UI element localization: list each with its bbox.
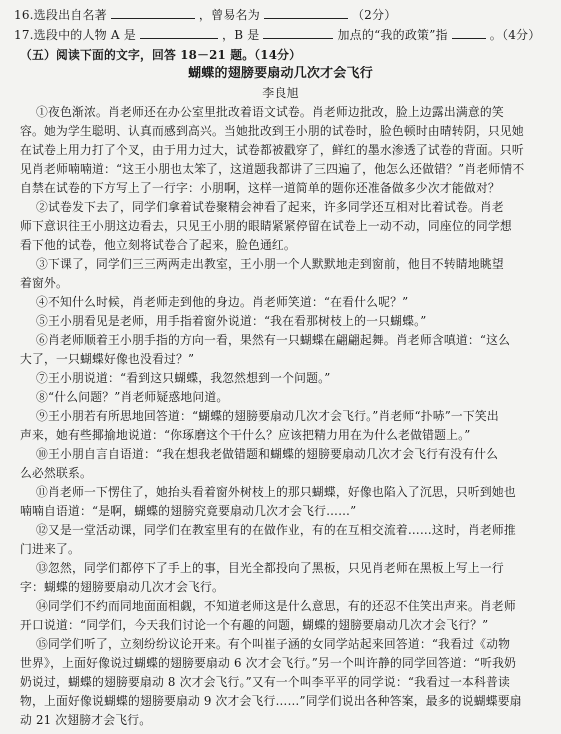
article-author: 李良旭 — [262, 86, 299, 100]
body-line: 动 21 次翅膀才会飞行。 — [20, 713, 152, 727]
body-line: ⑫又是一堂活动课，同学们在教室里有的在做作业，有的在互相交流着……这时，肖老师推 — [36, 523, 516, 537]
body-line: ②试卷发下去了，同学们拿着试卷聚精会神看了起来，许多同学还互相对比着试卷。肖老 — [36, 200, 504, 214]
body-line: 门进来了。 — [20, 542, 80, 556]
q17-prefix: 17.选段中的人物 A 是 — [14, 28, 136, 42]
section-heading: （五）阅读下面的文字，回答 18－21 题。（14分） — [20, 48, 302, 62]
q17-mid: ，B 是 — [222, 28, 260, 42]
article-title: 蝴蝶的翅膀要扇动几次才会飞行 — [188, 66, 373, 81]
body-line: ⑮同学们听了，立刻纷纷议论开来。有个叫崔子涵的女同学站起来回答道：“我看过《动物 — [36, 637, 511, 651]
body-line: ⑨王小朋若有所思地回答道：“蝴蝶的翅膀要扇动几次才会飞行。”肖老师“扑哧”一下笑出 — [36, 409, 499, 423]
q16-score: （2分） — [351, 8, 397, 22]
body-line: ⑩王小朋自言自语道：“我在想我老做错题和蝴蝶的翅膀要扇动几次才会飞行有没有什么 — [36, 447, 499, 461]
body-line: ⑪肖老师一下愣住了，她抬头看着窗外树枝上的那只蝴蝶，好像也陷入了沉思，只听到她也 — [36, 485, 516, 499]
question-17 — [14, 26, 561, 43]
q17-answer-blank-c[interactable] — [452, 26, 486, 39]
body-line: 奶说过，蝴蝶的翅膀要扇动 8 次才会飞行。”又有一个叫李平平的同学说：“我看过一本科普读 — [20, 675, 511, 689]
body-line: 师下意识往王小朋这边看去，只见王小朋的眼睛紧紧停留在试卷上一动不动，同座位的同学想 — [20, 219, 512, 233]
body-line: ⑭同学们不约而同地面面相觑，不知道老师这是什么意思，有的还忍不住笑出声来。肖老师 — [36, 599, 516, 613]
body-line: ①夜色渐浓。肖老师还在办公室里批改着语文试卷。肖老师边批改，脸上边露出满意的笑 — [36, 105, 504, 119]
body-line: ⑥肖老师顺着王小朋手指的方向一看，果然有一只蝴蝶在翩翩起舞。肖老师含嗔道：“这么 — [36, 333, 511, 347]
q17-dotted-text: 加点的“我的政策”指 — [337, 28, 448, 42]
body-line: 着窗外。 — [20, 276, 68, 290]
body-line: 喃喃自语道：“是啊，蝴蝶的翅膀究竟要扇动几次才会飞行……” — [20, 504, 357, 518]
q16-prefix: 16.选段出自名著 — [14, 8, 107, 22]
body-line: ④不知什么时候，肖老师走到他的身边。肖老师笑道：“在看什么呢？” — [36, 295, 409, 309]
body-line: 容。她为学生聪明、认真而感到高兴。当她批改到王小朋的试卷时，脸色顿时由晴转阴，只见她 — [20, 124, 524, 138]
body-line: ⑤王小朋看见是老师，用手指着窗外说道：“我在看那树枝上的一只蝴蝶。” — [36, 314, 427, 328]
body-line: ③下课了，同学们三三两两走出教室，王小朋一个人默默地走到窗前，他目不转睛地眺望 — [36, 257, 504, 271]
question-16 — [14, 6, 561, 23]
q16-mid: ，曾易名为 — [198, 8, 260, 22]
body-line: 开口说道：“同学们，今天我们讨论一个有趣的问题，蝴蝶的翅膀要扇动几次才会飞行？” — [20, 618, 489, 632]
body-line: ⑦王小朋说道：“看到这只蝴蝶，我忽然想到一个问题。” — [36, 371, 331, 385]
body-line: 字：蝴蝶的翅膀要扇动几次才会飞行。 — [20, 580, 224, 594]
body-line: 看下他的试卷，他立刻将试卷合了起来，脸色通红。 — [20, 238, 296, 252]
body-line: ⑧“什么问题？”肖老师疑惑地问道。 — [36, 390, 229, 404]
q16-answer-blank-1[interactable] — [111, 6, 195, 19]
body-line: 声来，她有些揶揄地说道：“你琢磨这个干什么？应该把精力用在为什么老做错题上。” — [20, 428, 471, 442]
body-line: 大了，一只蝴蝶好像也没看过？” — [20, 352, 195, 366]
body-line: ⑬忽然，同学们都停下了手上的事，目光全都投向了黑板，只见肖老师在黑板上写上一行 — [36, 561, 504, 575]
body-line: 见肖老师喃喃道：“这王小朋也太笨了，这道题我都讲了三四遍了，他怎么还做错？”肖老师情不 — [20, 162, 525, 176]
q16-answer-blank-2[interactable] — [264, 6, 348, 19]
q17-answer-blank-b[interactable] — [263, 26, 333, 39]
q17-answer-blank-a[interactable] — [140, 26, 218, 39]
body-line: 物，上面好像说蝴蝶的翅膀要扇动 9 次才会飞行……”同学们说出各种答案，最多的说蝴蝶要扇 — [20, 694, 522, 708]
body-line: 在试卷上用力打了个叉，由于用力过大，试卷都被戳穿了，鲜红的墨水渗透了试卷的背面。只听 — [20, 143, 524, 157]
body-line: 么必然联系。 — [20, 466, 92, 480]
body-line: 自禁在试卷的下方写上了一行字：小朋啊，这样一道简单的题你还准备做多少次才能做对？ — [20, 181, 500, 195]
body-line: 世界》，上面好像说过蝴蝶的翅膀要扇动 6 次才会飞行。”另一个叫许静的同学回答道：“听我奶 — [20, 656, 517, 670]
q17-score: 。（4分） — [489, 28, 541, 42]
